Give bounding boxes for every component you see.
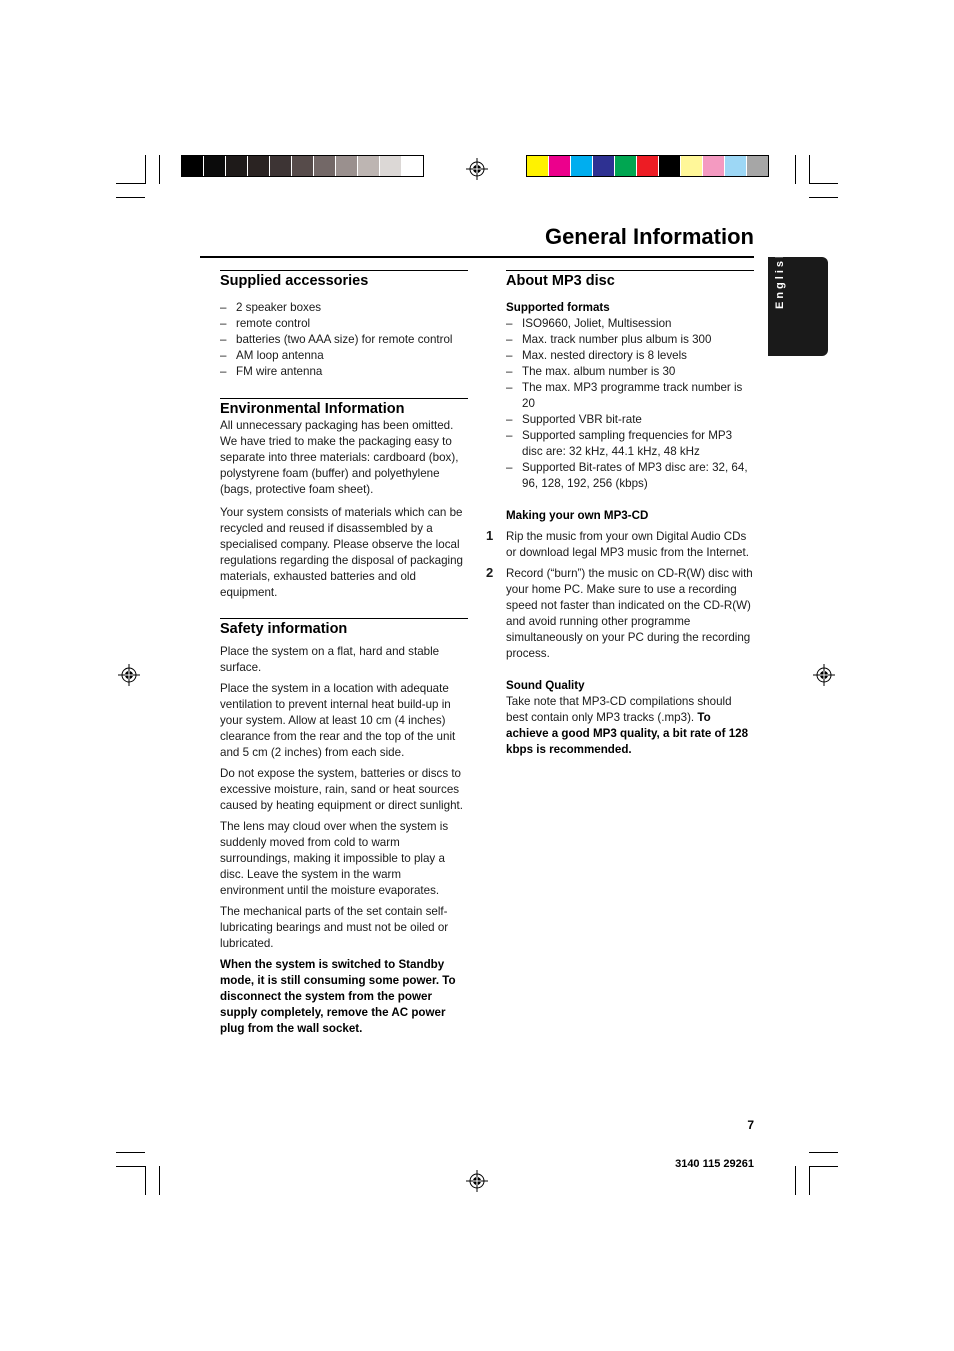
list-item: – Supported Bit-rates of MP3 disc are: 32, 64, 96, 128, 192, 256 (kbps) xyxy=(506,460,754,492)
list-item: – Max. nested directory is 8 levels xyxy=(506,348,754,364)
step-text: Record (“burn”) the music on CD-R(W) disc with your home PC. Make sure to use a recording speed not faster than indicated on the CD-R(W) and avoid running other programme simultaneously on your PC during the recording process. xyxy=(506,567,753,660)
safety-paragraph: Place the system on a flat, hard and stable surface. xyxy=(220,645,440,674)
color-swatch xyxy=(681,156,703,176)
gray-swatch-bar xyxy=(181,155,424,177)
right-column xyxy=(486,270,754,758)
color-swatch xyxy=(248,156,270,176)
accessories-list xyxy=(220,300,468,380)
quality-paragraph xyxy=(506,694,754,758)
language-tab-label: English xyxy=(774,248,786,309)
color-swatch xyxy=(270,156,292,176)
document-code: 3140 115 29261 xyxy=(675,1158,754,1170)
list-item: – FM wire antenna xyxy=(220,364,468,380)
color-swatch xyxy=(358,156,380,176)
formats-list xyxy=(506,316,754,492)
color-swatch xyxy=(292,156,314,176)
list-item: – ISO9660, Joliet, Multisession xyxy=(506,316,754,332)
section-rule xyxy=(220,270,468,271)
quality-heading: Sound Quality xyxy=(506,679,585,692)
step-1 xyxy=(486,528,754,561)
color-swatch xyxy=(380,156,402,176)
color-swatch xyxy=(615,156,637,176)
standby-warning: When the system is switched to Standby mode, it is still consuming some power. To disconnect the system from the power supply completely, remove the AC power plug from the wall socket. xyxy=(220,958,456,1035)
safety-paragraph: The mechanical parts of the set contain self-lubricating bearings and must not be oiled or lubricated. xyxy=(220,905,449,950)
list-item: – remote control xyxy=(220,316,468,332)
list-item: – Supported sampling frequencies for MP3 disc are: 32 kHz, 44.1 kHz, 48 kHz xyxy=(506,428,754,460)
safety-paragraph: Place the system in a location with adequate ventilation to prevent internal heat build-up in your system. Allow at least 10 cm (4 inches) clearance from the rear and the top of the unit and 5 cm (2 inches) from each side. xyxy=(220,682,456,759)
color-swatch xyxy=(182,156,204,176)
list-item: – 2 speaker boxes xyxy=(220,300,468,316)
environment-paragraph: Your system consists of materials which can be recycled and reused if disassembled by a specialised company. Please observe the local regulations regarding the disposal of packaging materials, exhausted batteries and old equipment. xyxy=(220,506,463,599)
step-2 xyxy=(486,565,754,662)
page-number: 7 xyxy=(747,1118,754,1132)
section-rule xyxy=(220,398,468,399)
list-item: – The max. MP3 programme track number is 20 xyxy=(506,380,754,412)
quality-text: Take note that MP3-CD compilations should best contain only MP3 tracks (.mp3). xyxy=(506,695,732,724)
list-item: – Max. track number plus album is 300 xyxy=(506,332,754,348)
mp3-heading: About MP3 disc xyxy=(506,273,615,289)
title-rule xyxy=(200,256,754,258)
list-item: – AM loop antenna xyxy=(220,348,468,364)
color-swatch-bar xyxy=(526,155,769,177)
color-swatch xyxy=(747,156,768,176)
registration-mark-icon xyxy=(813,664,835,686)
color-swatch xyxy=(402,156,423,176)
color-swatch xyxy=(226,156,248,176)
section-rule xyxy=(220,618,468,619)
color-swatch xyxy=(549,156,571,176)
list-item: – The max. album number is 30 xyxy=(506,364,754,380)
color-swatch xyxy=(571,156,593,176)
step-number: 2 xyxy=(486,565,494,580)
step-number: 1 xyxy=(486,528,494,543)
color-swatch xyxy=(593,156,615,176)
making-heading: Making your own MP3-CD xyxy=(506,509,649,522)
quality-recommendation: To achieve a good MP3 quality, a bit rate of 128 kbps is recommended. xyxy=(506,711,749,756)
list-item: – batteries (two AAA size) for remote control xyxy=(220,332,468,348)
safety-paragraph: Do not expose the system, batteries or discs to excessive moisture, rain, sand or heat sources caused by heating equipment or direct sunlight. xyxy=(220,767,463,812)
registration-mark-icon xyxy=(466,158,488,180)
color-swatch xyxy=(637,156,659,176)
color-swatch xyxy=(336,156,358,176)
environment-heading: Environmental Information xyxy=(220,401,405,417)
safety-paragraph: The lens may cloud over when the system is suddenly moved from cold to warm surroundings, making it impossible to play a disc. Leave the system in the warm environment until the moisture evaporates. xyxy=(220,820,449,897)
page-title: General Information xyxy=(544,224,754,249)
left-column xyxy=(220,270,468,1037)
color-swatch xyxy=(725,156,747,176)
environment-paragraph: All unnecessary packaging has been omitted. We have tried to make the packaging easy to separate into three materials: cardboard (box), polystyrene foam (buffer) and polyethylene (bags, protective foam sheet). xyxy=(220,419,459,496)
step-text: Rip the music from your own Digital Audio CDs or download legal MP3 music from the Internet. xyxy=(506,530,749,559)
registration-mark-icon xyxy=(466,1170,488,1192)
registration-mark-icon xyxy=(118,664,140,686)
color-swatch xyxy=(204,156,226,176)
accessories-heading: Supplied accessories xyxy=(220,273,369,289)
safety-heading: Safety information xyxy=(220,621,348,637)
color-swatch xyxy=(314,156,336,176)
language-tab xyxy=(768,248,828,356)
formats-heading: Supported formats xyxy=(506,301,610,314)
color-swatch xyxy=(659,156,681,176)
section-rule xyxy=(506,270,754,271)
list-item: – Supported VBR bit-rate xyxy=(506,412,754,428)
color-swatch xyxy=(527,156,549,176)
color-swatch xyxy=(703,156,725,176)
